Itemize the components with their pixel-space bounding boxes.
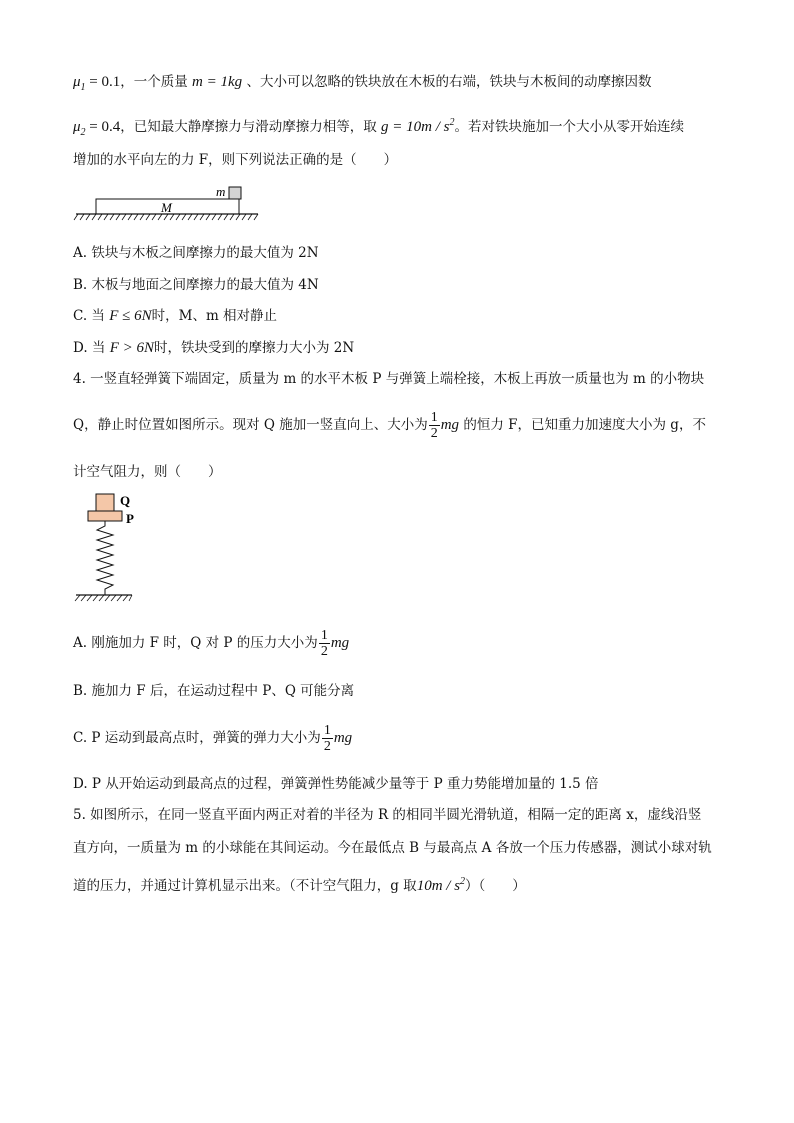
q3-line1-text-a: ，一个质量 — [120, 74, 188, 90]
mass-expression: m = 1kg — [192, 74, 243, 90]
spring-figure — [70, 490, 140, 605]
block-m — [229, 187, 241, 199]
q4-option-b: B. 施加力 F 后，在运动过程中 P、Q 可能分离 — [73, 683, 355, 699]
q4-option-a: A. 刚施加力 F 时，Q 对 P 的压力大小为 $\frac{1}{2}$ mg — [73, 628, 350, 659]
block-Q — [96, 494, 114, 511]
mu1-symbol: $\mu_1$ — [73, 74, 86, 93]
q3-line-3: 增加的水平向左的力 F，则下列说法正确的是（ ） — [73, 152, 398, 168]
board-block-figure — [72, 182, 262, 226]
q5-g-expression: $10m / s^2$ — [416, 876, 466, 894]
q4-line-2: Q，静止时位置如图所示。现对 Q 施加一竖直向上、大小为 $\frac{1}{2}$ mg 的恒力 F，已知重力加速度大小为 g，不 — [73, 410, 706, 441]
q3-option-b: B. 木板与地面之间摩擦力的最大值为 4N — [73, 277, 319, 293]
q4-line-3: 计空气阻力，则（ ） — [73, 464, 222, 480]
q3-line2-tail: 。若对铁块施加一个大小从零开始连续 — [454, 119, 685, 135]
board-P — [88, 511, 122, 521]
q4-option-d: D. P 从开始运动到最高点的过程，弹簧弹性势能减少量等于 P 重力势能增加量的 1.5 倍 — [73, 776, 599, 792]
q3-line-1 — [73, 72, 651, 98]
q3-option-d-expr: F > 6N — [109, 340, 155, 356]
q4-line-1: 4. 一竖直轻弹簧下端固定，质量为 m 的水平木板 P 与弹簧上端栓接，木板上再放一质量也为 m 的小物块 — [73, 371, 705, 387]
mu2-value: = 0.4 — [85, 119, 121, 135]
spring-ground-hatching — [75, 595, 132, 601]
label-P: P — [126, 511, 134, 526]
q3-option-d: D. 当 F > 6N时，铁块受到的摩擦力大小为 2N — [73, 340, 355, 356]
q5-line-2: 直方向，一质量为 m 的小球能在其间运动。今在最低点 B 与最高点 A 各放一个压力传感器，测试小球对轨 — [73, 840, 712, 856]
q5-line-1: 5. 如图所示，在同一竖直平面内两正对着的半径为 R 的相同半圆光滑轨道，相隔一定的距离 x，虚线沿竖 — [73, 807, 702, 823]
q3-option-a: A. 铁块与木板之间摩擦力的最大值为 2N — [73, 245, 319, 261]
q3-option-c-expr: F ≤ 6N — [109, 308, 152, 324]
mg-symbol-c: mg — [333, 730, 353, 746]
label-m: m — [216, 184, 226, 199]
q5-line-3: 道的压力，并通过计算机显示出来。（不计空气阻力，g 取$10m / s^2$）（ ） — [73, 876, 526, 894]
mu1-value: = 0.1 — [85, 74, 121, 90]
g-expression: $g = 10m / s^2$ — [381, 117, 455, 135]
mg-symbol-a: mg — [330, 635, 350, 651]
mg-symbol: mg — [440, 417, 460, 433]
q3-line1-text-b: 、大小可以忽略的铁块放在木板的右端，铁块与木板间的动摩擦因数 — [246, 74, 652, 90]
fraction-half: $\frac{1}{2}$ — [430, 410, 438, 441]
q3-line-2 — [73, 113, 684, 143]
q3-line2-text: ，已知最大静摩擦力与滑动摩擦力相等，取 — [120, 119, 377, 135]
label-M: M — [161, 200, 172, 215]
fraction-half-a: $\frac{1}{2}$ — [320, 628, 328, 659]
q3-option-c: C. 当 F ≤ 6N时，M、m 相对静止 — [73, 308, 278, 324]
label-Q: Q — [120, 493, 131, 508]
q4-option-c: C. P 运动到最高点时，弹簧的弹力大小为 $\frac{1}{2}$ mg — [73, 723, 353, 754]
mu2-symbol: $\mu_2$ — [73, 119, 86, 138]
spring — [97, 521, 113, 595]
fraction-half-c: $\frac{1}{2}$ — [323, 723, 331, 754]
